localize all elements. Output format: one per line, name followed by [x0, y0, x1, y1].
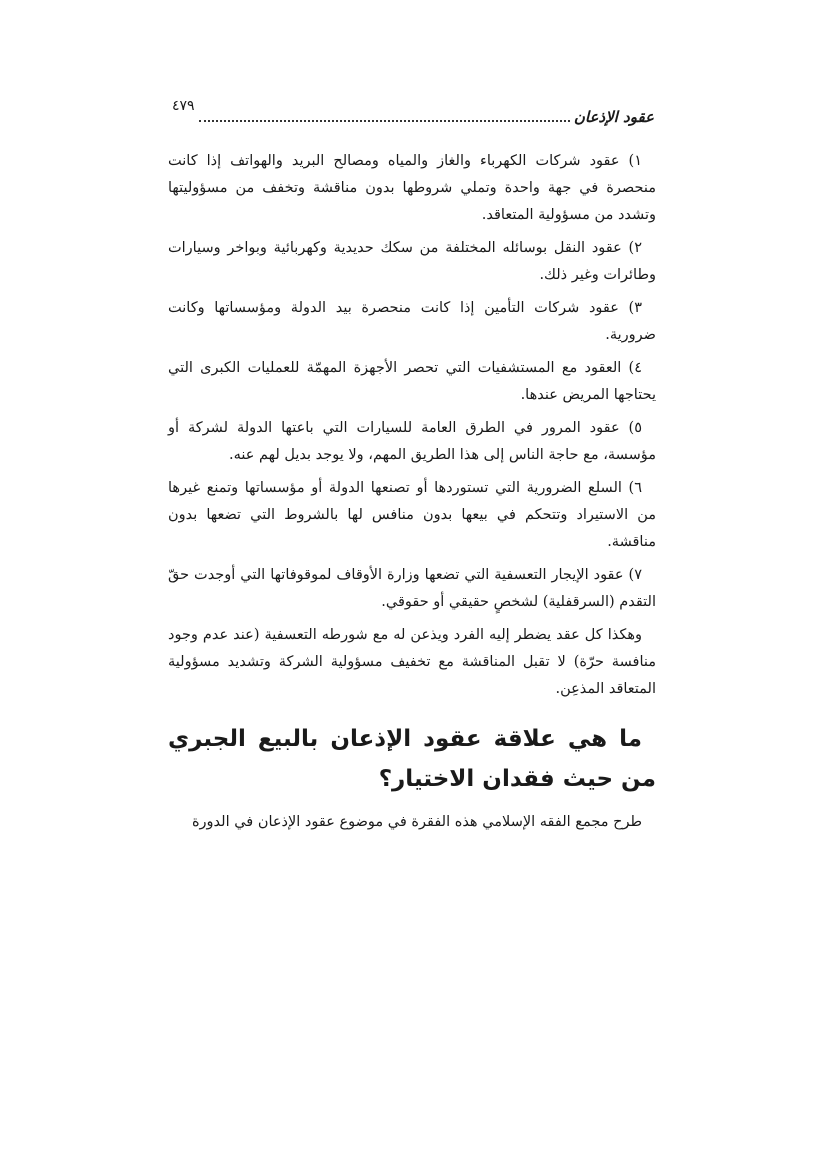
- list-item-2: ٢) عقود النقل بوسائله المختلفة من سكك حديدية وكهربائية وبواخر وسيارات وطائرات وغير ذلك.: [168, 240, 656, 283]
- list-item-1: ١) عقود شركات الكهرباء والغاز والمياه ومصالح البريد والهواتف إذا كانت منحصرة في جهة واحدة وتملي شروطها بدون مناقشة وتخفف من مسؤوليتها وتشدد من مسؤولية المتعاقد.: [168, 153, 656, 223]
- dotted-leader: [199, 114, 570, 122]
- page-number: ٤٧٩: [172, 98, 195, 114]
- list-item-6: ٦) السلع الضرورية التي تستوردها أو تصنعها الدولة أو مؤسساتها وتمنع غيرها من الاستيراد وتتحكم في بيعها بدون منافس لها بالشروط التي تضعها بدون مناقشة.: [168, 480, 656, 550]
- list-item-4: ٤) العقود مع المستشفيات التي تحصر الأجهزة المهمّة للعمليات الكبرى التي يحتاجها المريض عندها.: [168, 360, 656, 403]
- list-item-5: ٥) عقود المرور في الطرق العامة للسيارات التي باعتها الدولة لشركة أو مؤسسة، مع حاجة الناس إلى هذا الطريق المهم، ولا يوجد بديل لهم عنه.: [168, 420, 656, 463]
- section-first-line: طرح مجمع الفقه الإسلامي هذه الفقرة في موضوع عقود الإذعان في الدورة: [191, 814, 642, 830]
- running-title: عقود الإذعان: [573, 108, 654, 126]
- list-item-3: ٣) عقود شركات التأمين إذا كانت منحصرة بيد الدولة ومؤسساتها وكانت ضرورية.: [168, 300, 656, 343]
- running-header: [172, 96, 654, 126]
- list-item-7: ٧) عقود الإيجار التعسفية التي تضعها وزارة الأوقاف لموقوفاتها التي أوجدت حقّ التقدم (السرقفلية) لشخصٍ حقيقي أو حقوقي.: [168, 567, 656, 610]
- summary-paragraph: وهكذا كل عقد يضطر إليه الفرد ويذعن له مع شورطه التعسفية (عند عدم وجود منافسة حرّة) لا تقبل المناقشة مع تخفيف مسؤولية الشركة وتشديد مسؤولية المتعاقد المذعِن.: [168, 627, 656, 697]
- section-heading: ما هي علاقة عقود الإذعان بالبيع الجبري من حيث فقدان الاختيار؟: [168, 726, 656, 792]
- body-text: [168, 148, 656, 836]
